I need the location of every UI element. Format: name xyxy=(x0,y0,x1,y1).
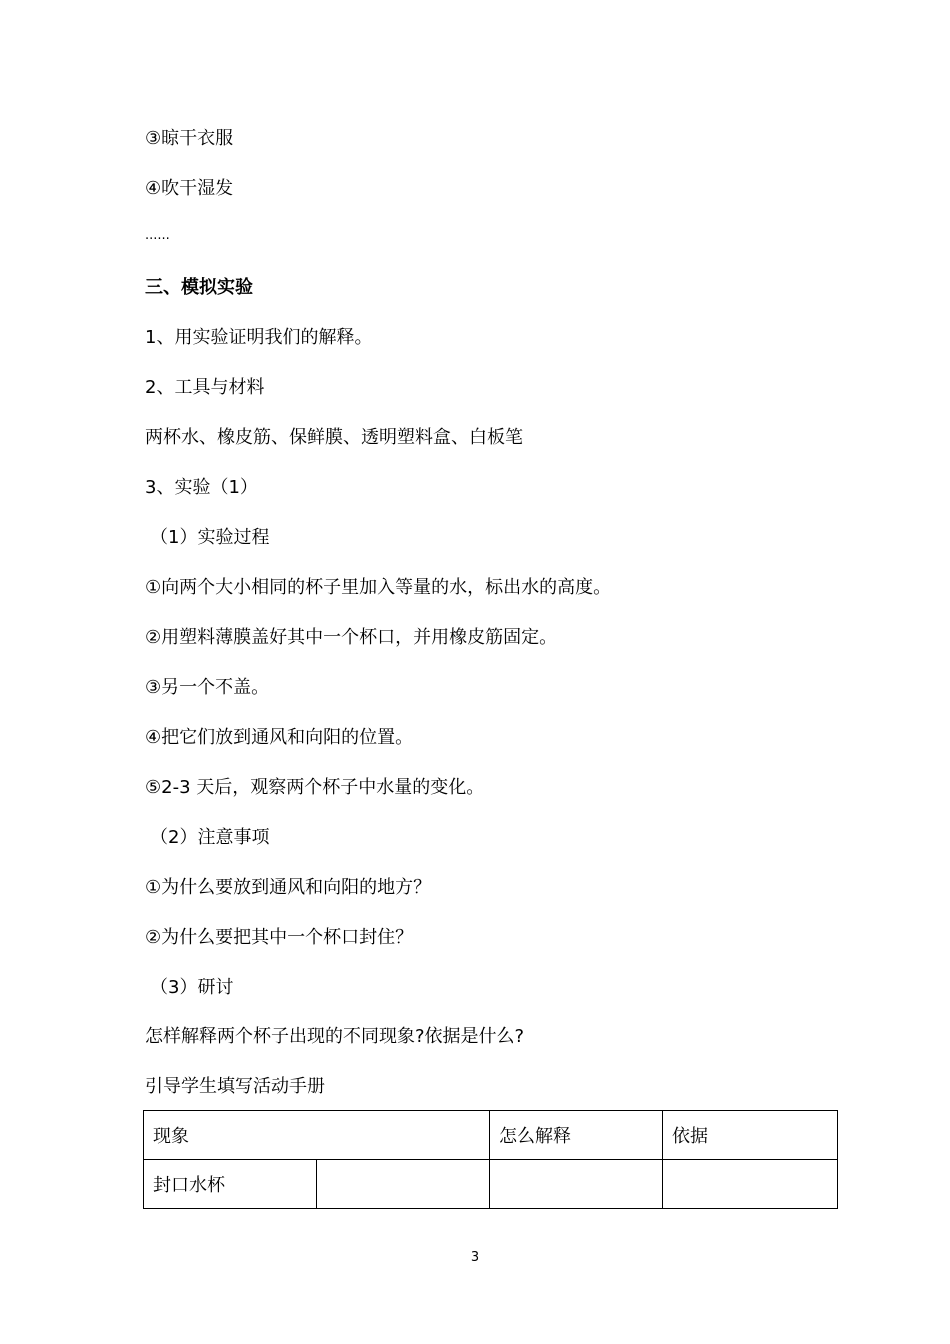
text-line: 3、实验（1） xyxy=(145,477,258,498)
ellipsis: ...... xyxy=(145,228,170,243)
text-line: 怎样解释两个杯子出现的不同现象?依据是什么? xyxy=(145,1026,525,1047)
activity-table xyxy=(143,1110,838,1209)
section-heading: 三、模拟实验 xyxy=(145,277,253,298)
table-cell: 封口水杯 xyxy=(144,1160,317,1209)
materials-line: 两杯水、橡皮筋、保鲜膜、透明塑料盒、白板笔 xyxy=(145,427,523,448)
question-line: ①为什么要放到通风和向阳的地方？ xyxy=(145,877,432,898)
text-line: 1、用实验证明我们的解释。 xyxy=(145,327,373,348)
table-header-row xyxy=(144,1111,838,1160)
subheading: （3）研讨 xyxy=(150,977,234,998)
table-cell xyxy=(663,1160,838,1209)
step-line: ②用塑料薄膜盖好其中一个杯口，并用橡皮筋固定。 xyxy=(145,627,558,648)
text-line: 引导学生填写活动手册 xyxy=(145,1076,325,1097)
text-line: 2、工具与材料 xyxy=(145,377,265,398)
page-number: 3 xyxy=(470,1250,480,1265)
header-cell-explanation: 怎么解释 xyxy=(490,1111,663,1160)
table-cell xyxy=(490,1160,663,1209)
step-line: ⑤2-3 天后，观察两个杯子中水量的变化。 xyxy=(145,777,485,798)
header-cell-phenomenon: 现象 xyxy=(144,1111,490,1160)
text-line: ③晾干衣服 xyxy=(145,128,234,149)
subheading: （2）注意事项 xyxy=(150,827,270,848)
subheading: （1）实验过程 xyxy=(150,527,270,548)
text-line: ④吹干湿发 xyxy=(145,178,234,199)
step-line: ③另一个不盖。 xyxy=(145,677,270,698)
header-cell-basis: 依据 xyxy=(663,1111,838,1160)
table-row xyxy=(144,1160,838,1209)
table-cell xyxy=(317,1160,490,1209)
question-line: ②为什么要把其中一个杯口封住？ xyxy=(145,927,414,948)
step-line: ①向两个大小相同的杯子里加入等量的水，标出水的高度。 xyxy=(145,577,612,598)
step-line: ④把它们放到通风和向阳的位置。 xyxy=(145,727,414,748)
